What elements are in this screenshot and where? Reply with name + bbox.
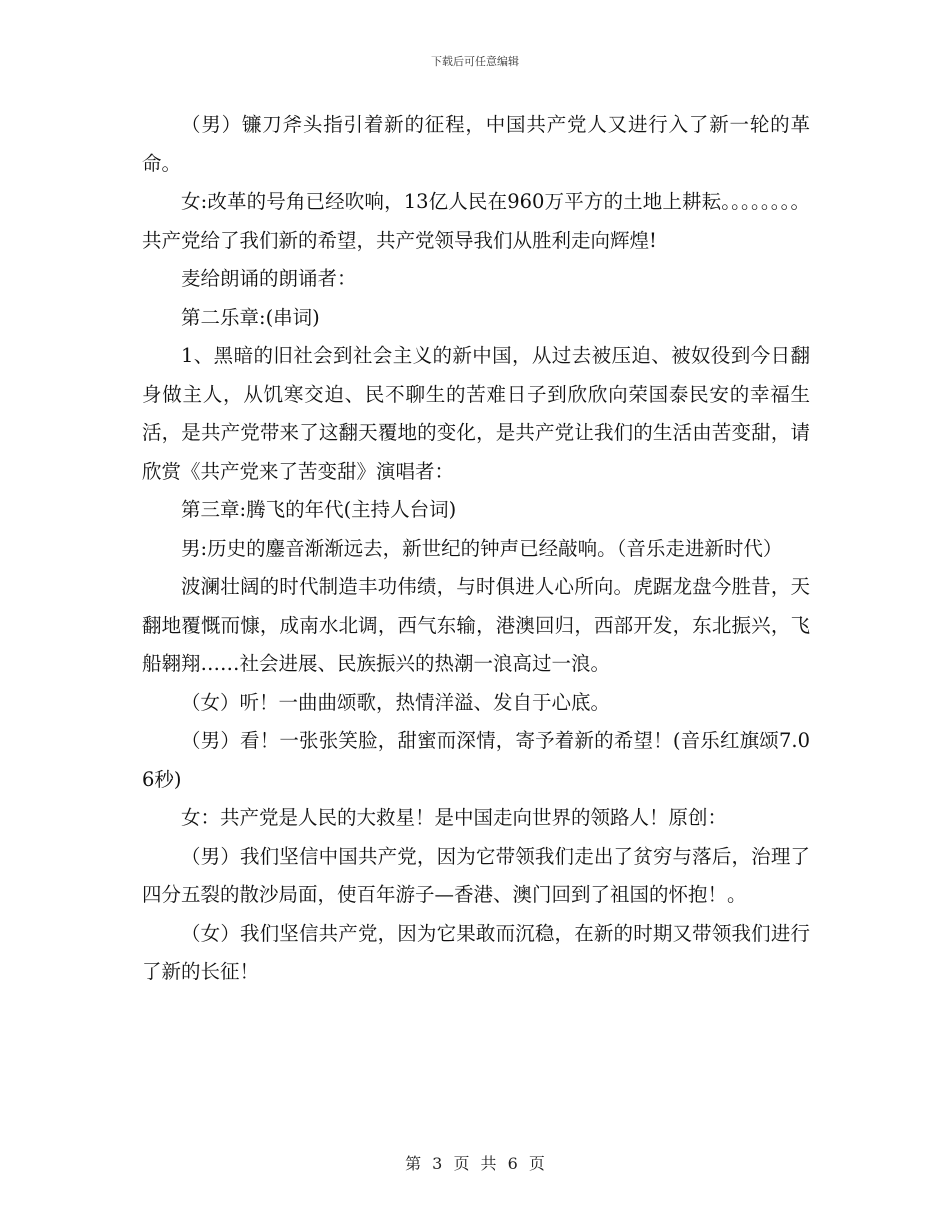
paragraph: （女）我们坚信共产党，因为它果敢而沉稳，在新的时期又带领我们进行了新的长征！ xyxy=(142,921,810,983)
page-header: 下载后可任意编辑 xyxy=(431,55,519,68)
paragraph: （男）镰刀斧头指引着新的征程，中国共产党人又进行入了新一轮的革命。 xyxy=(142,113,810,175)
paragraph: 波澜壮阔的时代制造丰功伟绩，与时俱进人心所向。虎踞龙盘今胜昔，天翻地覆慨而慷，成南水北调，西气东输，港澳回归，西部开发，东北振兴，飞船翱翔……社会进展、民族振兴的热潮一浪高过一浪。 xyxy=(142,575,810,675)
paragraph: 1、黑暗的旧社会到社会主义的新中国，从过去被压迫、被奴役到今日翻身做主人，从饥寒交迫、民不聊生的苦难日子到欣欣向荣国泰民安的幸福生活，是共产党带来了这翻天覆地的变化，是共产党让我们的生活由苦变甜，请欣赏《共产党来了苦变甜》演唱者： xyxy=(142,344,810,483)
paragraph: （男）看！一张张笑脸，甜蜜而深情，寄予着新的希望！(音乐红旗颂7.06秒) xyxy=(142,729,810,791)
paragraph: 麦给朗诵的朗诵者： xyxy=(181,267,357,290)
paragraph: 第三章:腾飞的年代(主持人台词) xyxy=(181,498,457,521)
paragraph: 女：共产党是人民的大救星！是中国走向世界的领路人！原创： xyxy=(181,806,728,829)
document-body xyxy=(142,106,810,992)
paragraph: （女）听！一曲曲颂歌，热情洋溢、发自于心底。 xyxy=(181,690,611,714)
paragraph: 男:历史的鏖音渐渐远去，新世纪的钟声已经敲响。（音乐走进新时代） xyxy=(181,536,783,560)
page-number-footer: 第 3 页 共 6 页 xyxy=(405,1154,545,1173)
paragraph: 女:改革的号角已经吹响，13亿人民在960万平方的土地上耕耘。。。。。。。。共产党给了我们新的希望，共产党领导我们从胜利走向辉煌! xyxy=(142,190,810,252)
paragraph: 第二乐章:(串词) xyxy=(181,305,320,329)
paragraph: （男）我们坚信中国共产党，因为它带领我们走出了贫穷与落后，治理了四分五裂的散沙局面，使百年游子—香港、澳门回到了祖国的怀抱！。 xyxy=(142,844,810,906)
